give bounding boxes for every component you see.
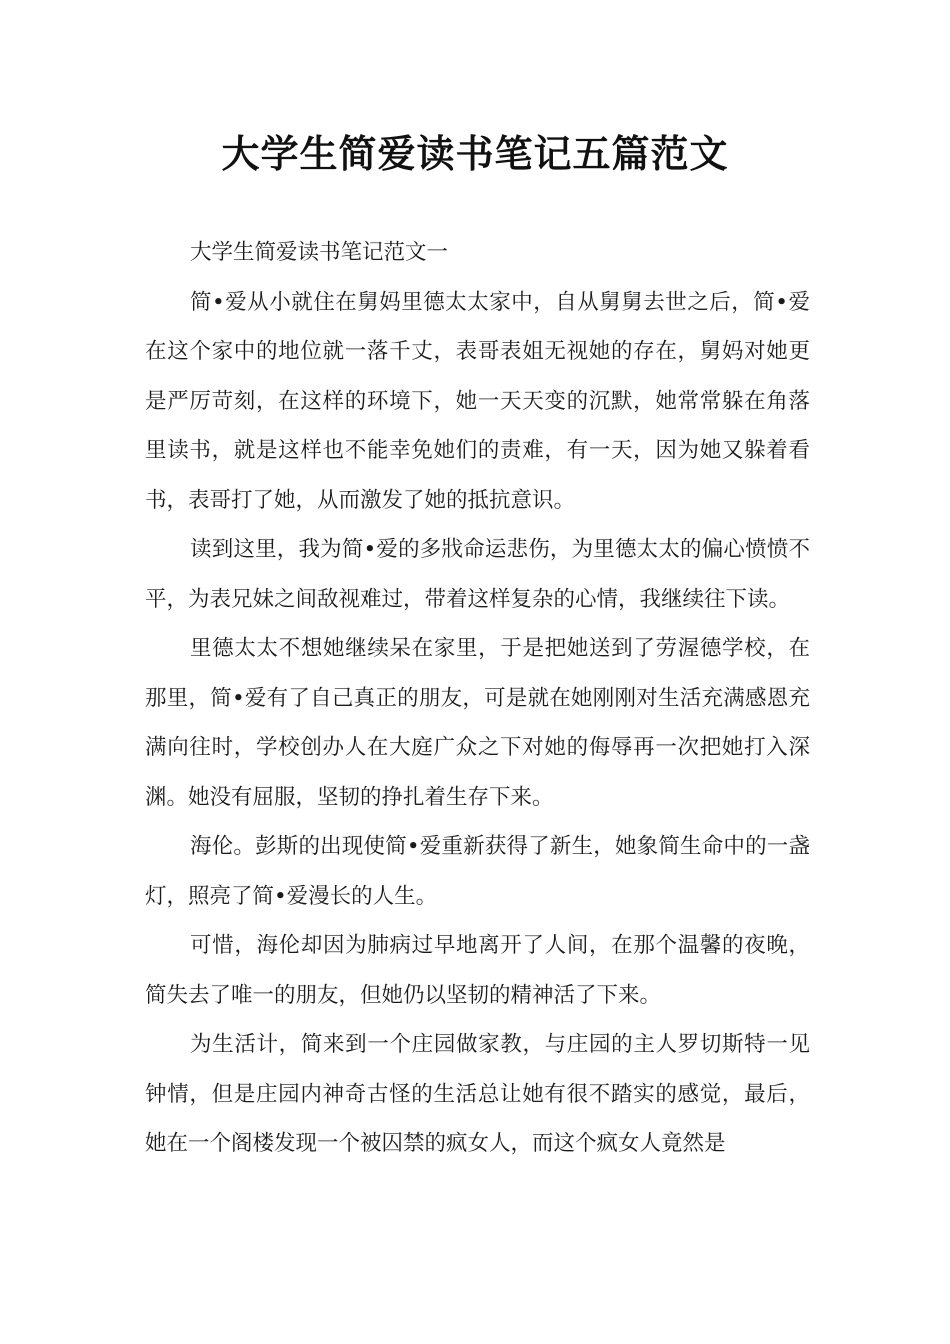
document-body (145, 228, 810, 1169)
document-title: 大学生简爱读书笔记五篇范文 (221, 131, 729, 176)
section-heading: 大学生简爱读书笔记范文一 (190, 240, 449, 265)
paragraph: 读到这里，我为简•爱的多戕命运悲伤，为里德太太的偏心愤愤不平，为表兄妹之间敌视难过，带着这样复杂的心情，我继续往下读。 (145, 537, 810, 612)
paragraph: 可惜，海伦却因为肺病过早地离开了人间，在那个温馨的夜晚，简失去了唯一的朋友，但她仍以坚韧的精神活了下来。 (145, 933, 810, 1008)
paragraph: 简•爱从小就住在舅妈里德太太家中，自从舅舅去世之后，简•爱在这个家中的地位就一落千丈，表哥表姐无视她的存在，舅妈对她更是严厉苛刻，在这样的环境下，她一天天变的沉默，她常常躲在角落里读书，就是这样也不能幸免她们的责难，有一天，因为她又躲着看书，表哥打了她，从而激发了她的抵抗意识。 (145, 289, 810, 513)
paragraph: 为生活计，简来到一个庄园做家教，与庄园的主人罗切斯特一见钟情，但是庄园内神奇古怪的生活总让她有很不踏实的感觉，最后，她在一个阁楼发现一个被囚禁的疯女人，而这个疯女人竟然是 (145, 1032, 810, 1156)
paragraph: 海伦。彭斯的出现使简•爱重新获得了新生，她象简生命中的一盏灯，照亮了简•爱漫长的人生。 (145, 834, 810, 909)
paragraph: 里德太太不想她继续呆在家里，于是把她送到了劳渥德学校，在那里，简•爱有了自己真正的朋友，可是就在她刚刚对生活充满感恩充满向往时，学校创办人在大庭广众之下对她的侮辱再一次把她打入深渊。她没有屈服，坚韧的挣扎着生存下来。 (145, 636, 810, 810)
